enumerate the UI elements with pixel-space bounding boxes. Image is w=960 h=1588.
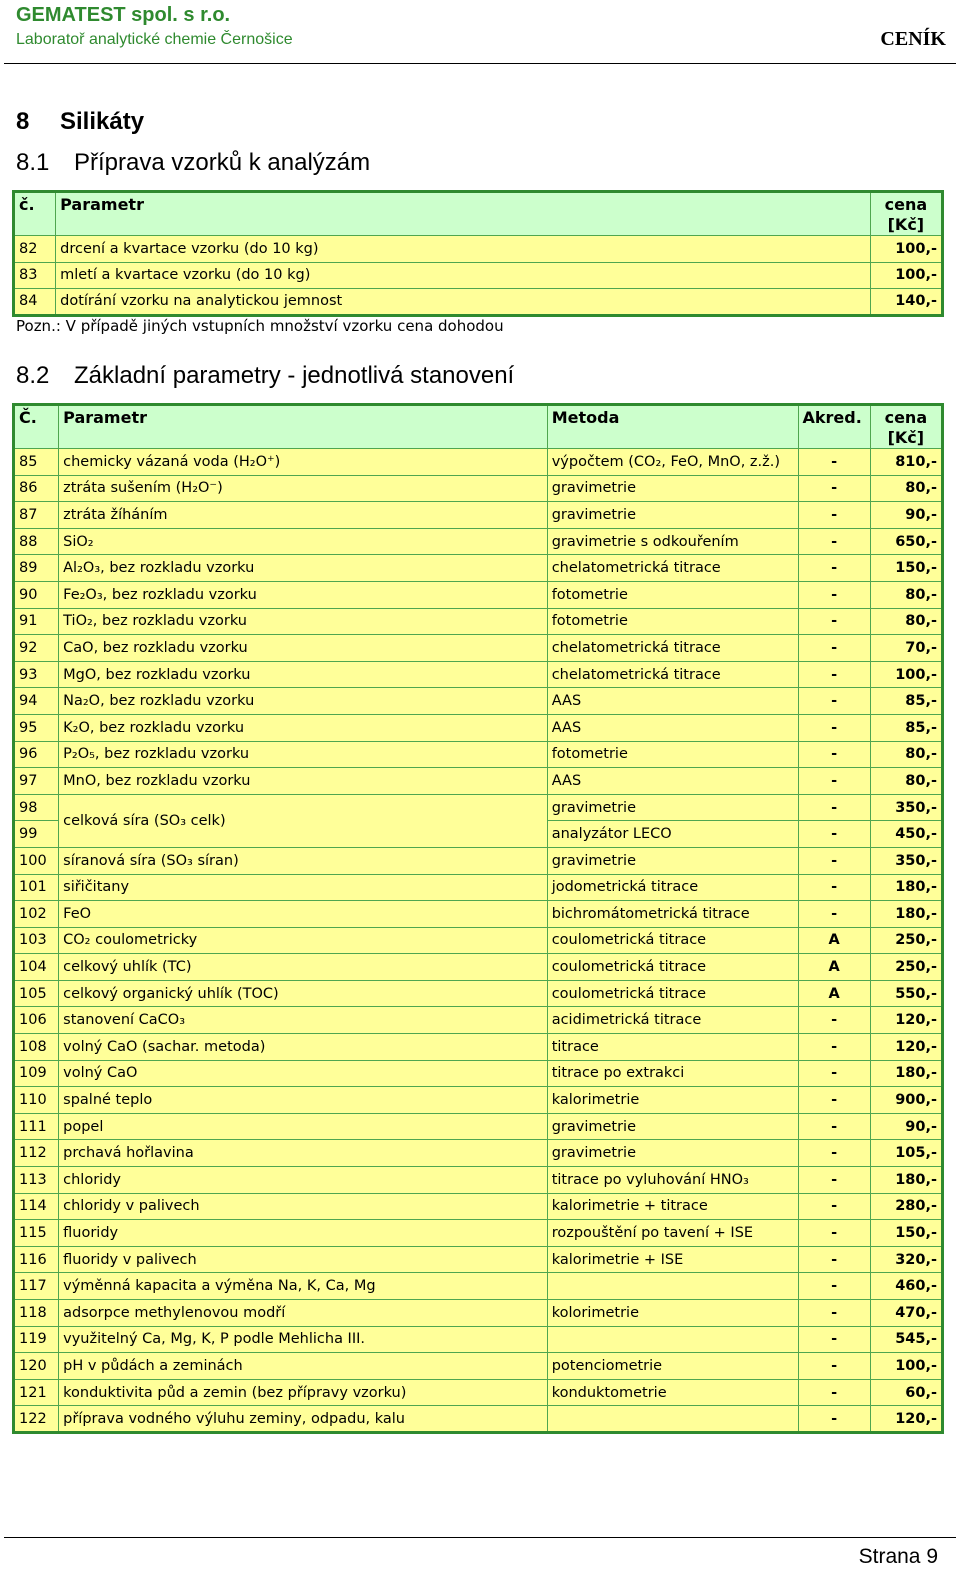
row-price: 460,- — [870, 1273, 942, 1300]
section-number: 8.2 — [16, 362, 50, 389]
row-accreditation: - — [798, 528, 870, 555]
section-number: 8.1 — [16, 149, 50, 176]
row-number: 121 — [14, 1379, 59, 1406]
col-header-price: cena [Kč] — [870, 192, 942, 236]
row-accreditation: - — [798, 449, 870, 476]
row-parameter: Na₂O, bez rozkladu vzorku — [59, 688, 548, 715]
table-row — [14, 927, 943, 954]
row-parameter: CO₂ coulometricky — [59, 927, 548, 954]
row-number: 110 — [14, 1087, 59, 1114]
table-row — [14, 1300, 943, 1327]
table-row — [14, 847, 943, 874]
row-price: 70,- — [870, 635, 942, 662]
table-row — [14, 1353, 943, 1380]
row-accreditation: - — [798, 1193, 870, 1220]
row-accreditation: - — [798, 1300, 870, 1327]
row-price: 85,- — [870, 714, 942, 741]
row-number: 111 — [14, 1113, 59, 1140]
table-row — [14, 794, 943, 821]
row-parameter: fluoridy — [59, 1220, 548, 1247]
row-method: AAS — [547, 714, 798, 741]
table-row — [14, 1326, 943, 1353]
row-accreditation: - — [798, 714, 870, 741]
row-accreditation: - — [798, 1007, 870, 1034]
row-accreditation: - — [798, 1353, 870, 1380]
row-number: 99 — [14, 821, 59, 848]
row-parameter: celková síra (SO₃ celk) — [59, 794, 548, 847]
table-row — [14, 1167, 943, 1194]
row-parameter: ztráta žíháním — [59, 502, 548, 529]
row-method: analyzátor LECO — [547, 821, 798, 848]
row-method: potenciometrie — [547, 1353, 798, 1380]
row-price: 80,- — [870, 475, 942, 502]
table-row — [14, 1406, 943, 1433]
row-parameter: K₂O, bez rozkladu vzorku — [59, 714, 548, 741]
row-parameter: fluoridy v palivech — [59, 1246, 548, 1273]
row-parameter: příprava vodného výluhu zeminy, odpadu, kalu — [59, 1406, 548, 1433]
page-header — [0, 0, 960, 66]
table-row — [14, 1060, 943, 1087]
row-price: 280,- — [870, 1193, 942, 1220]
row-method: fotometrie — [547, 581, 798, 608]
row-price: 180,- — [870, 901, 942, 928]
table-row — [14, 1379, 943, 1406]
row-number: 118 — [14, 1300, 59, 1327]
row-accreditation: - — [798, 661, 870, 688]
row-price: 90,- — [870, 502, 942, 529]
row-number: 101 — [14, 874, 59, 901]
row-method: kalorimetrie + ISE — [547, 1246, 798, 1273]
row-price: 250,- — [870, 927, 942, 954]
row-price: 120,- — [870, 1007, 942, 1034]
header-rule — [4, 63, 956, 64]
table-row — [14, 954, 943, 981]
parameters-table — [12, 403, 944, 1434]
row-accreditation: - — [798, 1060, 870, 1087]
row-parameter: SiO₂ — [59, 528, 548, 555]
row-parameter: prchavá hořlavina — [59, 1140, 548, 1167]
row-parameter: popel — [59, 1113, 548, 1140]
row-accreditation: - — [798, 1167, 870, 1194]
row-method: chelatometrická titrace — [547, 555, 798, 582]
row-method: gravimetrie s odkouřením — [547, 528, 798, 555]
table-row — [14, 449, 943, 476]
row-number: 115 — [14, 1220, 59, 1247]
row-number: 94 — [14, 688, 59, 715]
table-row — [14, 502, 943, 529]
table-row — [14, 555, 943, 582]
row-number: 83 — [14, 262, 56, 289]
row-accreditation: - — [798, 768, 870, 795]
row-price: 80,- — [870, 581, 942, 608]
row-number: 84 — [14, 289, 56, 316]
row-accreditation: - — [798, 1034, 870, 1061]
row-parameter: Fe₂O₃, bez rozkladu vzorku — [59, 581, 548, 608]
row-price: 180,- — [870, 874, 942, 901]
row-price: 100,- — [870, 236, 942, 263]
row-number: 113 — [14, 1167, 59, 1194]
table-row — [14, 661, 943, 688]
section-8-heading — [16, 108, 144, 136]
row-method: chelatometrická titrace — [547, 661, 798, 688]
row-price: 450,- — [870, 821, 942, 848]
row-method: konduktometrie — [547, 1379, 798, 1406]
row-method: gravimetrie — [547, 794, 798, 821]
table-row — [14, 635, 943, 662]
lab-name: Laboratoř analytické chemie Černošice — [16, 31, 293, 48]
row-accreditation: - — [798, 1140, 870, 1167]
row-parameter: stanovení CaCO₃ — [59, 1007, 548, 1034]
row-price: 85,- — [870, 688, 942, 715]
table-row — [14, 688, 943, 715]
row-method: kalorimetrie + titrace — [547, 1193, 798, 1220]
row-accreditation: - — [798, 1273, 870, 1300]
note: Pozn.: V případě jiných vstupních množství vzorku cena dohodou — [16, 317, 504, 335]
row-number: 103 — [14, 927, 59, 954]
row-parameter: CaO, bez rozkladu vzorku — [59, 635, 548, 662]
row-method: titrace po vyluhování HNO₃ — [547, 1167, 798, 1194]
row-price: 550,- — [870, 980, 942, 1007]
table-row — [14, 901, 943, 928]
row-accreditation: - — [798, 1220, 870, 1247]
row-price: 140,- — [870, 289, 942, 316]
row-parameter: celkový organický uhlík (TOC) — [59, 980, 548, 1007]
row-method: fotometrie — [547, 608, 798, 635]
row-number: 89 — [14, 555, 59, 582]
table-row — [14, 608, 943, 635]
row-parameter: celkový uhlík (TC) — [59, 954, 548, 981]
table-row — [14, 714, 943, 741]
table-row — [14, 1034, 943, 1061]
row-number: 112 — [14, 1140, 59, 1167]
row-method: acidimetrická titrace — [547, 1007, 798, 1034]
table-row — [14, 1087, 943, 1114]
row-accreditation: - — [798, 555, 870, 582]
row-number: 97 — [14, 768, 59, 795]
row-method: jodometrická titrace — [547, 874, 798, 901]
row-price: 80,- — [870, 768, 942, 795]
row-price: 650,- — [870, 528, 942, 555]
row-number: 96 — [14, 741, 59, 768]
row-price: 545,- — [870, 1326, 942, 1353]
company-name: GEMATEST spol. s r.o. — [16, 4, 231, 26]
row-number: 90 — [14, 581, 59, 608]
row-accreditation: - — [798, 581, 870, 608]
row-method — [547, 1326, 798, 1353]
row-method: gravimetrie — [547, 1140, 798, 1167]
row-parameter: mletí a kvartace vzorku (do 10 kg) — [56, 262, 871, 289]
row-accreditation: - — [798, 502, 870, 529]
table-row — [14, 980, 943, 1007]
row-method: gravimetrie — [547, 502, 798, 529]
row-price: 100,- — [870, 661, 942, 688]
row-parameter: pH v půdách a zeminách — [59, 1353, 548, 1380]
row-method: chelatometrická titrace — [547, 635, 798, 662]
row-method — [547, 1273, 798, 1300]
row-accreditation: A — [798, 954, 870, 981]
row-number: 109 — [14, 1060, 59, 1087]
row-accreditation: - — [798, 608, 870, 635]
row-price: 350,- — [870, 794, 942, 821]
row-number: 104 — [14, 954, 59, 981]
row-accreditation: - — [798, 794, 870, 821]
section-title: Základní parametry - jednotlivá stanovení — [74, 362, 515, 389]
row-number: 87 — [14, 502, 59, 529]
row-accreditation: - — [798, 821, 870, 848]
row-number: 100 — [14, 847, 59, 874]
row-number: 120 — [14, 1353, 59, 1380]
table-row — [14, 528, 943, 555]
row-number: 95 — [14, 714, 59, 741]
row-method: kolorimetrie — [547, 1300, 798, 1327]
table-header-row — [14, 192, 943, 236]
row-number: 106 — [14, 1007, 59, 1034]
row-number: 92 — [14, 635, 59, 662]
row-accreditation: - — [798, 635, 870, 662]
row-price: 350,- — [870, 847, 942, 874]
table-row — [14, 1113, 943, 1140]
section-number: 8 — [16, 108, 30, 135]
row-price: 180,- — [870, 1060, 942, 1087]
row-price: 80,- — [870, 608, 942, 635]
row-method: AAS — [547, 688, 798, 715]
row-parameter: Al₂O₃, bez rozkladu vzorku — [59, 555, 548, 582]
row-parameter: spalné teplo — [59, 1087, 548, 1114]
table-header-row — [14, 405, 943, 449]
row-parameter: ztráta sušením (H₂O⁻) — [59, 475, 548, 502]
row-price: 100,- — [870, 262, 942, 289]
row-method: gravimetrie — [547, 1113, 798, 1140]
row-parameter: TiO₂, bez rozkladu vzorku — [59, 608, 548, 635]
row-number: 98 — [14, 794, 59, 821]
col-header-price: cena [Kč] — [870, 405, 942, 449]
table-row — [14, 475, 943, 502]
row-number: 91 — [14, 608, 59, 635]
section-title: Silikáty — [60, 108, 145, 135]
row-method: titrace — [547, 1034, 798, 1061]
row-price: 250,- — [870, 954, 942, 981]
document-title: CENÍK — [880, 28, 946, 50]
footer-rule — [4, 1537, 956, 1538]
table-row — [14, 262, 943, 289]
row-method: coulometrická titrace — [547, 954, 798, 981]
section-8-2-heading — [16, 362, 514, 390]
row-price: 150,- — [870, 555, 942, 582]
row-accreditation: - — [798, 1379, 870, 1406]
row-method: coulometrická titrace — [547, 927, 798, 954]
table-row — [14, 1007, 943, 1034]
row-number: 102 — [14, 901, 59, 928]
row-price: 810,- — [870, 449, 942, 476]
col-header-akred: Akred. — [798, 405, 870, 449]
table-row — [14, 1246, 943, 1273]
row-number: 105 — [14, 980, 59, 1007]
row-accreditation: A — [798, 980, 870, 1007]
row-price: 105,- — [870, 1140, 942, 1167]
row-method: gravimetrie — [547, 475, 798, 502]
row-parameter: volný CaO (sachar. metoda) — [59, 1034, 548, 1061]
table-row — [14, 581, 943, 608]
row-parameter: výměnná kapacita a výměna Na, K, Ca, Mg — [59, 1273, 548, 1300]
row-accreditation: - — [798, 1326, 870, 1353]
row-method: rozpouštění po tavení + ISE — [547, 1220, 798, 1247]
row-accreditation: - — [798, 1087, 870, 1114]
row-number: 93 — [14, 661, 59, 688]
row-accreditation: - — [798, 1246, 870, 1273]
row-price: 470,- — [870, 1300, 942, 1327]
row-price: 900,- — [870, 1087, 942, 1114]
col-header-param: Parametr — [59, 405, 548, 449]
row-parameter: chloridy v palivech — [59, 1193, 548, 1220]
row-method: titrace po extrakci — [547, 1060, 798, 1087]
row-accreditation: - — [798, 688, 870, 715]
table-row — [14, 874, 943, 901]
row-number: 82 — [14, 236, 56, 263]
row-parameter: MgO, bez rozkladu vzorku — [59, 661, 548, 688]
col-header-param: Parametr — [56, 192, 871, 236]
row-method: AAS — [547, 768, 798, 795]
row-accreditation: - — [798, 901, 870, 928]
row-number: 122 — [14, 1406, 59, 1433]
table-body — [14, 449, 943, 1433]
section-8-1-heading — [16, 149, 370, 177]
col-header-method: Metoda — [547, 405, 798, 449]
section-title: Příprava vzorků k analýzám — [74, 149, 371, 176]
row-parameter: využitelný Ca, Mg, K, P podle Mehlicha III. — [59, 1326, 548, 1353]
row-accreditation: - — [798, 741, 870, 768]
row-number: 117 — [14, 1273, 59, 1300]
row-method — [547, 1406, 798, 1433]
table-row — [14, 1140, 943, 1167]
row-number: 116 — [14, 1246, 59, 1273]
table-row — [14, 1193, 943, 1220]
row-accreditation: - — [798, 1406, 870, 1433]
row-method: kalorimetrie — [547, 1087, 798, 1114]
row-price: 320,- — [870, 1246, 942, 1273]
row-price: 60,- — [870, 1379, 942, 1406]
row-price: 100,- — [870, 1353, 942, 1380]
row-number: 88 — [14, 528, 59, 555]
row-accreditation: - — [798, 874, 870, 901]
table-row — [14, 1273, 943, 1300]
row-parameter: MnO, bez rozkladu vzorku — [59, 768, 548, 795]
row-parameter: volný CaO — [59, 1060, 548, 1087]
row-number: 119 — [14, 1326, 59, 1353]
row-price: 120,- — [870, 1406, 942, 1433]
row-method: bichromátometrická titrace — [547, 901, 798, 928]
row-number: 114 — [14, 1193, 59, 1220]
row-price: 180,- — [870, 1167, 942, 1194]
row-parameter: adsorpce methylenovou modří — [59, 1300, 548, 1327]
row-parameter: drcení a kvartace vzorku (do 10 kg) — [56, 236, 871, 263]
table-row — [14, 741, 943, 768]
row-accreditation: - — [798, 475, 870, 502]
table-row — [14, 289, 943, 316]
row-accreditation: A — [798, 927, 870, 954]
row-price: 90,- — [870, 1113, 942, 1140]
row-price: 120,- — [870, 1034, 942, 1061]
table-row — [14, 236, 943, 263]
row-parameter: dotírání vzorku na analytickou jemnost — [56, 289, 871, 316]
row-method: fotometrie — [547, 741, 798, 768]
page-number: Strana 9 — [858, 1545, 938, 1568]
row-parameter: konduktivita půd a zemin (bez přípravy vzorku) — [59, 1379, 548, 1406]
row-parameter: chloridy — [59, 1167, 548, 1194]
preparation-table — [12, 190, 944, 317]
row-price: 150,- — [870, 1220, 942, 1247]
row-method: gravimetrie — [547, 847, 798, 874]
table-row — [14, 1220, 943, 1247]
row-number: 85 — [14, 449, 59, 476]
row-parameter: siřičitany — [59, 874, 548, 901]
row-accreditation: - — [798, 847, 870, 874]
row-parameter: síranová síra (SO₃ síran) — [59, 847, 548, 874]
row-method: výpočtem (CO₂, FeO, MnO, z.ž.) — [547, 449, 798, 476]
row-parameter: FeO — [59, 901, 548, 928]
table-row — [14, 768, 943, 795]
row-price: 80,- — [870, 741, 942, 768]
row-number: 86 — [14, 475, 59, 502]
row-parameter: P₂O₅, bez rozkladu vzorku — [59, 741, 548, 768]
row-parameter: chemicky vázaná voda (H₂O⁺) — [59, 449, 548, 476]
table-body — [14, 236, 943, 316]
col-header-no: č. — [14, 192, 56, 236]
row-method: coulometrická titrace — [547, 980, 798, 1007]
row-number: 108 — [14, 1034, 59, 1061]
col-header-no: Č. — [14, 405, 59, 449]
row-accreditation: - — [798, 1113, 870, 1140]
